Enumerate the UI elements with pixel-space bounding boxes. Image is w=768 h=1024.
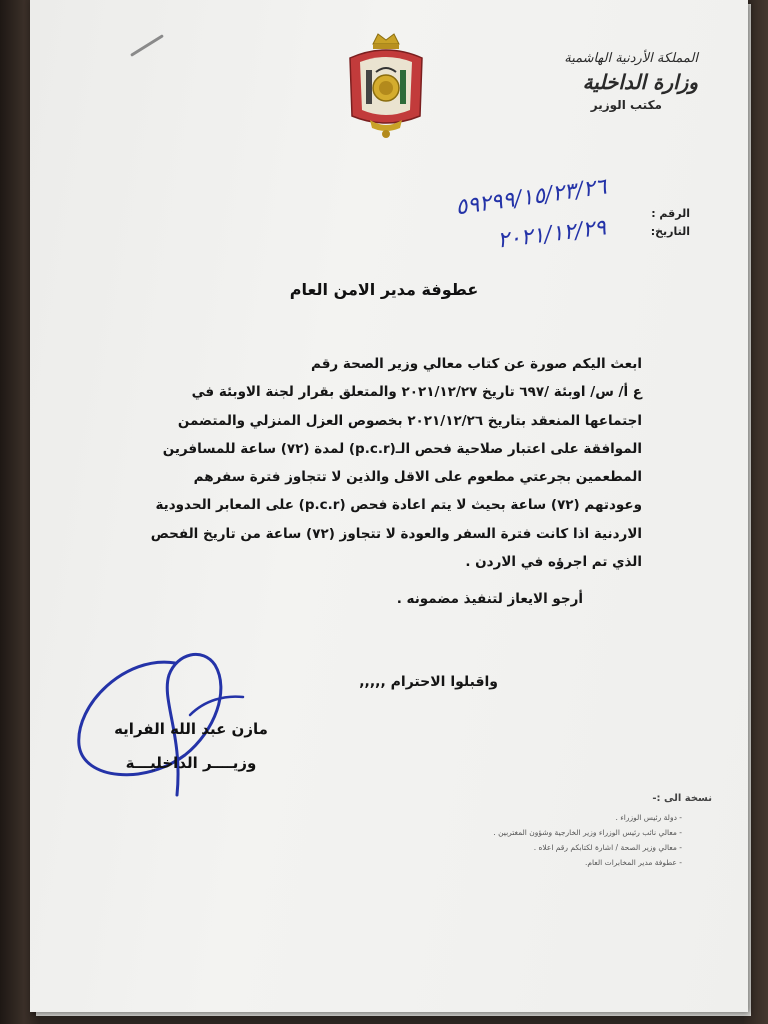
ministry-name: وزارة الداخلية <box>582 70 698 94</box>
signer-title: وزيــــر الداخليـــة <box>125 754 257 772</box>
letterhead <box>498 50 698 112</box>
number-label: الرقم : <box>651 207 690 220</box>
cc-list <box>362 810 682 870</box>
reference-labels <box>651 205 690 241</box>
signature-block <box>96 712 286 780</box>
handwritten-date: ٢٠٢١/١٢/٢٩ <box>495 215 608 254</box>
cc-item: - معالي وزير الصحة / اشارة لكتابكم رقم اعلاه . <box>362 840 682 855</box>
body-line: ابعث اليكم صورة عن كتاب معالي وزير الصحة رقم <box>311 356 642 372</box>
body-line: اجتماعها المنعقد بتاريخ ٢٠٢١/١٢/٢٦ بخصوص العزل المنزلي والمتضمن <box>177 412 642 429</box>
kingdom-name: المملكة الأردنية الهاشمية <box>564 51 698 66</box>
letter-body <box>122 350 642 576</box>
closing-line: واقبلوا الاحترام ,,,,, <box>359 674 498 690</box>
handwritten-reference-number: ٥٩٢٩٩/١٥/٢٣/٢٦ <box>454 174 609 221</box>
body-line: ع أ/ س/ اوبئة /٦٩٧ تاريخ ٢٠٢١/١٢/٢٧ والمتعلق بقرار لجنة الاوبئة في <box>191 384 642 401</box>
body-line: الاردنية اذا كانت فترة السفر والعودة لا تتجاوز (٧٢) ساعة من تاريخ الفحص <box>150 525 642 542</box>
date-label: التاريخ: <box>650 225 690 238</box>
cc-heading: نسخة الى :- <box>652 793 712 804</box>
salutation: عطوفة مدير الامن العام <box>289 280 479 299</box>
signer-name: مازن عبد الله الفرايه <box>114 720 268 738</box>
body-line: المطعمين بجرعتي مطعوم على الاقل والذين لا تتجاوز فترة سفرهم <box>193 469 642 486</box>
body-line: الموافقة على اعتبار صلاحية فحص الـ(p.c.r) لمدة (٧٢) ساعة للمسافرين <box>162 440 642 457</box>
body-line: وعودتهم (٧٢) ساعة بحيث لا يتم اعادة فحص (p.c.r) على المعابر الحدودية <box>155 497 642 514</box>
coat-of-arms-emblem <box>340 30 432 140</box>
cc-item: - دولة رئيس الوزراء . <box>362 810 682 825</box>
staple-mark <box>130 34 164 57</box>
office-name: مكتب الوزير <box>590 98 662 112</box>
cc-item: - عطوفة مدير المخابرات العام. <box>362 855 682 870</box>
request-line: أرجو الايعاز لتنفيذ مضمونه . <box>396 591 583 607</box>
cc-item: - معالي نائب رئيس الوزراء وزير الخارجية وشؤون المغتربين . <box>362 825 682 840</box>
body-line: الذي تم اجرؤه في الاردن . <box>465 554 642 571</box>
